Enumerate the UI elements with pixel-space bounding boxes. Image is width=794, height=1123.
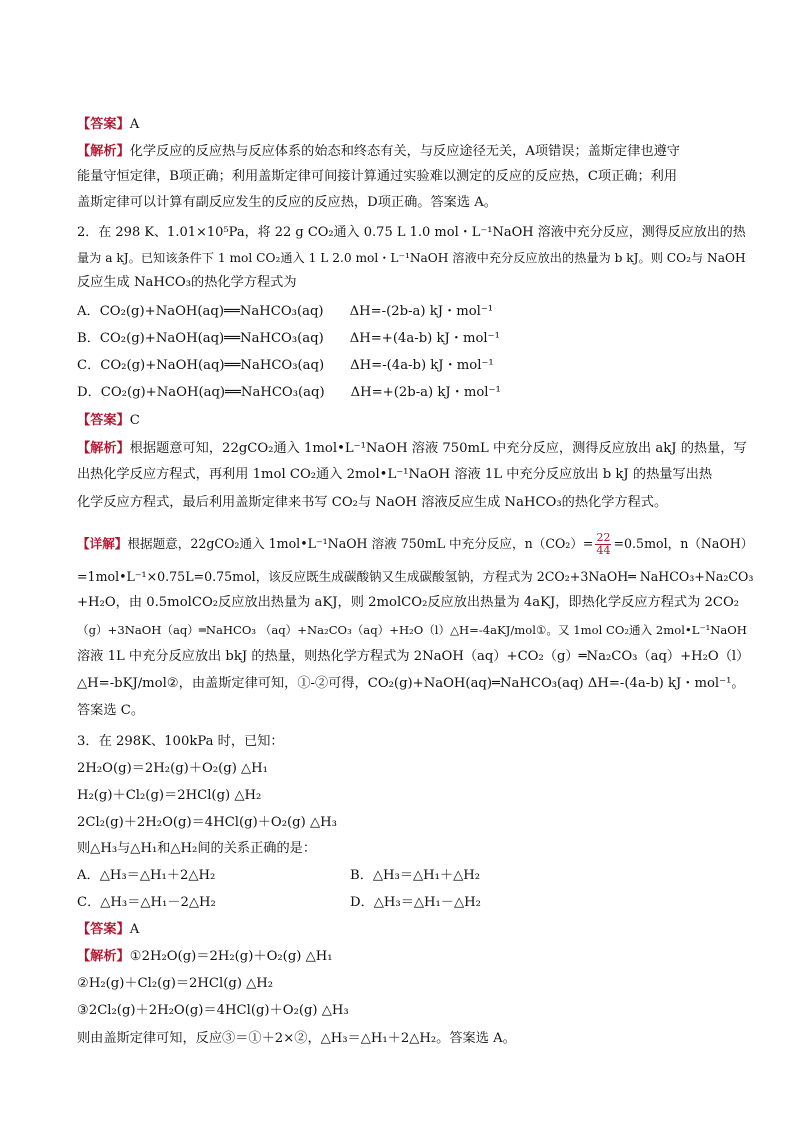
q2-stem-line-1: 2．在 298 K、1.01×10⁵Pa，将 22 g CO₂通入 0.75 L 1.0 mol・L⁻¹NaOH 溶液中充分反应，测得反应放出的热 (77, 225, 746, 240)
detail-text: 根据题意，22gCO₂通入 1mol•L⁻¹NaOH 溶液 750mL 中充分反应，n（CO₂）= (127, 536, 594, 551)
option-equation: CO₂(g)+NaOH(aq)══NaHCO₃(aq) (99, 331, 324, 346)
q3-equation-2: H₂(g)＋Cl₂(g)＝2HCl(g) △H₂ (77, 788, 262, 803)
option-text: △H₃＝△H₁－△H₂ (373, 895, 481, 910)
q2-analysis-line-2: 出热化学反应方程式，再利用 1mol CO₂通入 2mol•L⁻¹NaOH 溶液 1L 中充分反应放出 b kJ 的热量写出热 (77, 467, 713, 482)
analysis-tag: 【解析】 (77, 144, 130, 159)
option-delta-h: ΔH=-(4a-b) kJ・mol⁻¹ (350, 358, 494, 373)
q1-analysis-text: 化学反应的反应热与反应体系的始态和终态有关，与反应途径无关，A项错误；盖斯定律也遵守 (129, 144, 680, 159)
q3-option-a (77, 867, 215, 885)
q2-option-c (77, 357, 494, 375)
option-label: B． (350, 868, 373, 883)
option-label: A． (77, 304, 100, 319)
q2-detail-line-5: 溶液 1L 中充分反应放出 bkJ 的热量，则热化学方程式为 2NaOH（aq）+CO₂（g）═Na₂CO₃（aq）+H₂O（l） (77, 649, 750, 664)
fraction-denominator: 44 (596, 544, 611, 557)
option-label: C． (77, 358, 101, 373)
q2-analysis-line-1 (77, 440, 747, 458)
q1-analysis-line-1 (77, 143, 680, 161)
q2-detail-line-1 (77, 532, 753, 557)
q2-analysis-line-3: 化学反应方程式，最后利用盖斯定律来书写 CO₂与 NaOH 溶液反应生成 NaHCO₃的热化学方程式。 (77, 495, 668, 510)
q2-analysis-text: 根据题意可知，22gCO₂通入 1mol•L⁻¹NaOH 溶液 750mL 中充分反应，测得反应放出 akJ 的热量，写 (129, 441, 747, 456)
q1-answer (77, 116, 139, 134)
q3-analysis-line-1 (77, 948, 333, 966)
option-text: △H₃＝△H₁－2△H₂ (100, 895, 216, 910)
analysis-tag: 【解析】 (77, 949, 130, 964)
q3-option-c (77, 894, 216, 912)
q3-analysis-line-2: ②H₂(g)＋Cl₂(g)＝2HCl(g) △H₂ (77, 976, 274, 991)
q2-detail-line-4: （g）+3NaOH（aq）═NaHCO₃ （aq）+Na₂CO₃（aq）+H₂O（l）△H=-4aKJ/mol①。又 1mol CO₂通入 2mol•L⁻¹NaOH (77, 623, 747, 637)
q2-stem-line-3: 反应生成 NaHCO₃的热化学方程式为 (77, 275, 297, 290)
q1-answer-value: A (129, 117, 140, 132)
option-equation: CO₂(g)+NaOH(aq)══NaHCO₃(aq) (100, 358, 325, 373)
answer-tag: 【答案】 (77, 922, 130, 937)
q3-option-b (350, 867, 480, 885)
q2-option-d (77, 384, 501, 402)
q3-analysis-text: ①2H₂O(g)＝2H₂(g)＋O₂(g) △H₁ (129, 949, 333, 964)
q3-analysis-line-3: ③2Cl₂(g)＋2H₂O(g)＝4HCl(g)＋O₂(g) △H₃ (77, 1003, 349, 1018)
q3-option-d (350, 894, 481, 912)
fraction (595, 532, 611, 557)
detail-tag: 【详解】 (77, 536, 128, 551)
option-label: D． (77, 385, 101, 400)
option-label: A． (77, 868, 100, 883)
option-label: C． (77, 895, 101, 910)
option-text: △H₃＝△H₁＋2△H₂ (99, 868, 216, 883)
q3-stem-line-1: 3．在 298K、100kPa 时，已知： (77, 734, 284, 749)
q2-answer (77, 412, 140, 430)
q2-detail-line-6: △H=-bKJ/mol②，由盖斯定律可知，①-②可得，CO₂(g)+NaOH(aq)═NaHCO₃(aq) ΔH=-(4a-b) kJ・mol⁻¹。 (77, 676, 745, 691)
q3-answer-value: A (129, 922, 140, 937)
option-equation: CO₂(g)+NaOH(aq)══NaHCO₃(aq) (99, 304, 324, 319)
option-label: B． (77, 331, 100, 346)
option-delta-h: ΔH=+(4a-b) kJ・mol⁻¹ (349, 331, 500, 346)
q2-detail-line-7: 答案选 C。 (77, 703, 145, 718)
q2-stem-line-2: 量为 a kJ。已知该条件下 1 mol CO₂通入 1 L 2.0 mol・L⁻¹NaOH 溶液中充分反应放出的热量为 b kJ。则 CO₂与 NaOH (77, 251, 746, 265)
q1-analysis-line-2: 能量守恒定律，B项正确；利用盖斯定律可间接计算通过实验难以测定的反应的反应热，C项正确；利用 (77, 169, 678, 184)
answer-tag: 【答案】 (77, 413, 130, 428)
q1-analysis-line-3: 盖斯定律可以计算有副反应发生的反应的反应热，D项正确。答案选 A。 (77, 195, 497, 210)
q3-equation-3: 2Cl₂(g)＋2H₂O(g)＝4HCl(g)＋O₂(g) △H₃ (77, 815, 337, 830)
option-delta-h: ΔH=-(2b-a) kJ・mol⁻¹ (349, 304, 494, 319)
fraction-numerator: 22 (596, 531, 611, 544)
analysis-tag: 【解析】 (77, 441, 130, 456)
answer-tag: 【答案】 (77, 117, 130, 132)
q2-detail-line-2: =1mol•L⁻¹×0.75L=0.75mol，该反应既生成碳酸钠又生成碳酸氢钠，方程式为 2CO₂+3NaOH═ NaHCO₃+Na₂CO₃ (77, 569, 754, 584)
q3-equation-1: 2H₂O(g)＝2H₂(g)＋O₂(g) △H₁ (77, 761, 268, 776)
q2-option-b (77, 330, 500, 348)
q3-answer (77, 921, 139, 939)
option-text: △H₃＝△H₁＋△H₂ (372, 868, 481, 883)
q3-analysis-line-4: 则由盖斯定律可知，反应③＝①＋2×②，△H₃＝△H₁＋2△H₂。答案选 A。 (77, 1031, 516, 1046)
q2-option-a (77, 303, 493, 321)
detail-text: =0.5mol，n（NaOH） (613, 536, 754, 551)
option-label: D． (350, 895, 374, 910)
q3-question: 则△H₃与△H₁和△H₂间的关系正确的是： (77, 841, 317, 856)
option-delta-h: ΔH=+(2b-a) kJ・mol⁻¹ (350, 385, 501, 400)
q2-detail-line-3: +H₂O，由 0.5molCO₂反应放出热量为 aKJ，则 2molCO₂反应放出热量为 4aKJ，即热化学反应方程式为 2CO₂ (77, 595, 740, 610)
option-equation: CO₂(g)+NaOH(aq)══NaHCO₃(aq) (100, 385, 325, 400)
q2-answer-value: C (129, 413, 140, 428)
